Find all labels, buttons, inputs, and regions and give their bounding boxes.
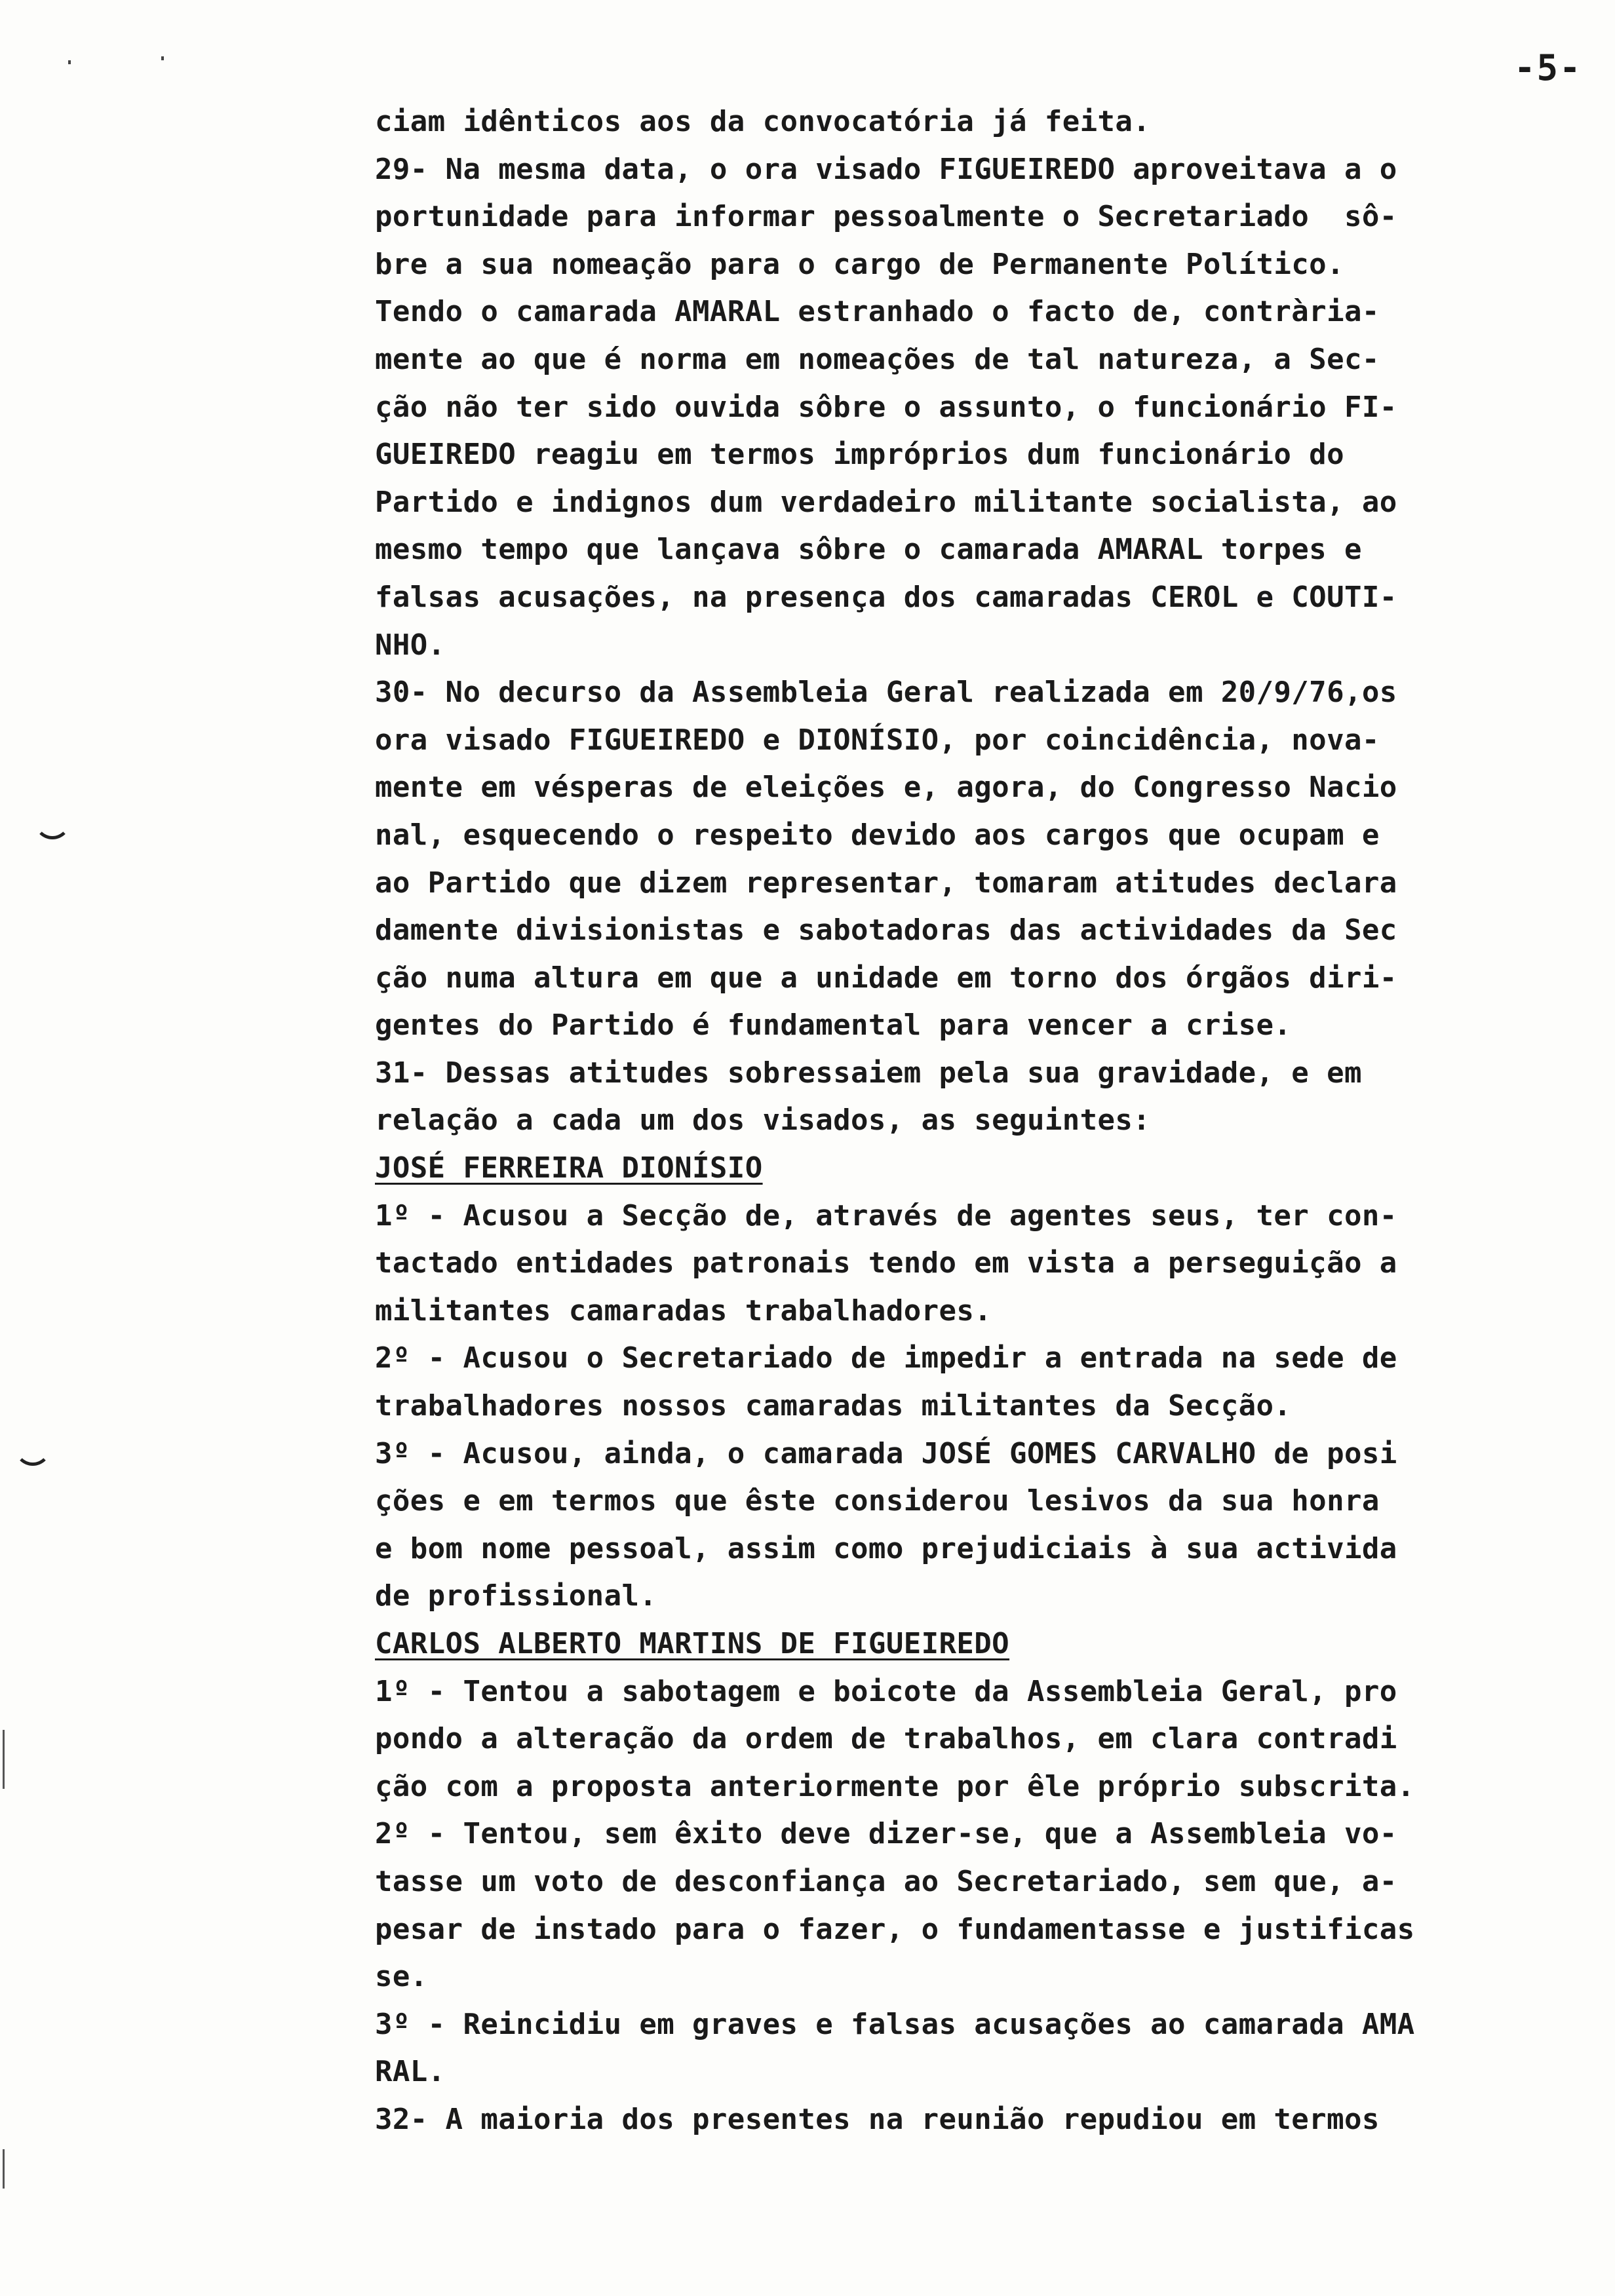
- text-line: portunidade para informar pessoalmente o Secretariado sô-: [375, 200, 1397, 234]
- text-line: militantes camaradas trabalhadores.: [375, 1293, 992, 1328]
- text-line: 31- Dessas atitudes sobressaiem pela sua gravidade, e em: [375, 1056, 1362, 1090]
- text-line: 3º - Reincidiu em graves e falsas acusações ao camarada AMA: [375, 2007, 1415, 2041]
- section-heading: CARLOS ALBERTO MARTINS DE FIGUEIREDO: [375, 1627, 1010, 1660]
- paper-edge-mark: [3, 2149, 5, 2189]
- text-line: nal, esquecendo o respeito devido aos cargos que ocupam e: [375, 818, 1380, 852]
- text-line: e bom nome pessoal, assim como prejudiciais à sua activida: [375, 1531, 1397, 1565]
- text-line: pesar de instado para o fazer, o fundamentasse e justificas: [375, 1912, 1415, 1946]
- text-line: relação a cada um dos visados, as seguintes:: [375, 1103, 1151, 1138]
- text-line: se.: [375, 1960, 428, 1994]
- text-line: gentes do Partido é fundamental para vencer a crise.: [375, 1008, 1292, 1043]
- text-line: 1º - Tentou a sabotagem e boicote da Assembleia Geral, pro: [375, 1674, 1397, 1708]
- text-line: falsas acusações, na presença dos camaradas CEROL e COUTI-: [375, 580, 1397, 614]
- text-line: tactado entidades patronais tendo em vista a perseguição a: [375, 1246, 1397, 1280]
- text-line: ções e em termos que êste considerou lesivos da sua honra: [375, 1484, 1380, 1518]
- text-line: ção com a proposta anteriormente por êle próprio subscrita.: [375, 1769, 1415, 1803]
- text-line: 3º - Acusou, ainda, o camarada JOSÉ GOMES CARVALHO de posi: [375, 1436, 1397, 1470]
- text-line: 2º - Tentou, sem êxito deve dizer-se, que a Assembleia vo-: [375, 1817, 1397, 1851]
- text-line: 1º - Acusou a Secção de, através de agentes seus, ter con-: [375, 1198, 1397, 1233]
- text-line: mesmo tempo que lançava sôbre o camarada AMARAL torpes e: [375, 533, 1362, 567]
- text-line: ciam idênticos aos da convocatória já feita.: [375, 105, 1151, 138]
- paper-speck: [161, 56, 164, 60]
- text-line: ção não ter sido ouvida sôbre o assunto, o funcionário FI-: [375, 390, 1397, 424]
- text-line: ao Partido que dizem representar, tomaram atitudes declara: [375, 866, 1397, 900]
- text-line: mente em vésperas de eleições e, agora, do Congresso Nacio: [375, 771, 1397, 805]
- text-line: Partido e indignos dum verdadeiro militante socialista, ao: [375, 485, 1397, 519]
- text-line: pondo a alteração da ordem de trabalhos, em clara contradi: [375, 1722, 1397, 1756]
- punch-hole-mark: [34, 819, 71, 839]
- page-number: -5-: [1514, 47, 1582, 88]
- paper-edge-mark: [3, 1730, 5, 1789]
- document-body: [375, 98, 1555, 2144]
- punch-hole-mark: [14, 1445, 51, 1466]
- text-line: de profissional.: [375, 1579, 657, 1613]
- paper-speck: [68, 60, 71, 64]
- text-line: mente ao que é norma em nomeações de tal natureza, a Sec-: [375, 342, 1380, 376]
- text-line: 32- A maioria dos presentes na reunião repudiou em termos: [375, 2102, 1380, 2136]
- text-line: GUEIREDO reagiu em termos impróprios dum funcionário do: [375, 438, 1344, 472]
- text-line: Tendo o camarada AMARAL estranhado o facto de, contrària-: [375, 295, 1380, 329]
- section-heading: JOSÉ FERREIRA DIONÍSIO: [375, 1151, 763, 1185]
- text-line: ora visado FIGUEIREDO e DIONÍSIO, por coincidência, nova-: [375, 723, 1380, 757]
- text-line: damente divisionistas e sabotadoras das actividades da Sec: [375, 913, 1397, 947]
- text-line: tasse um voto de desconfiança ao Secretariado, sem que, a-: [375, 1864, 1397, 1898]
- text-line: trabalhadores nossos camaradas militantes da Secção.: [375, 1389, 1292, 1423]
- text-line: bre a sua nomeação para o cargo de Permanente Político.: [375, 247, 1344, 281]
- text-line: 30- No decurso da Assembleia Geral realizada em 20/9/76,os: [375, 676, 1397, 710]
- text-line: 29- Na mesma data, o ora visado FIGUEIREDO aproveitava a o: [375, 152, 1397, 186]
- text-line: NHO.: [375, 628, 446, 662]
- text-line: ção numa altura em que a unidade em torno dos órgãos diri-: [375, 961, 1397, 995]
- text-line: 2º - Acusou o Secretariado de impedir a entrada na sede de: [375, 1341, 1397, 1375]
- text-line: RAL.: [375, 2055, 446, 2089]
